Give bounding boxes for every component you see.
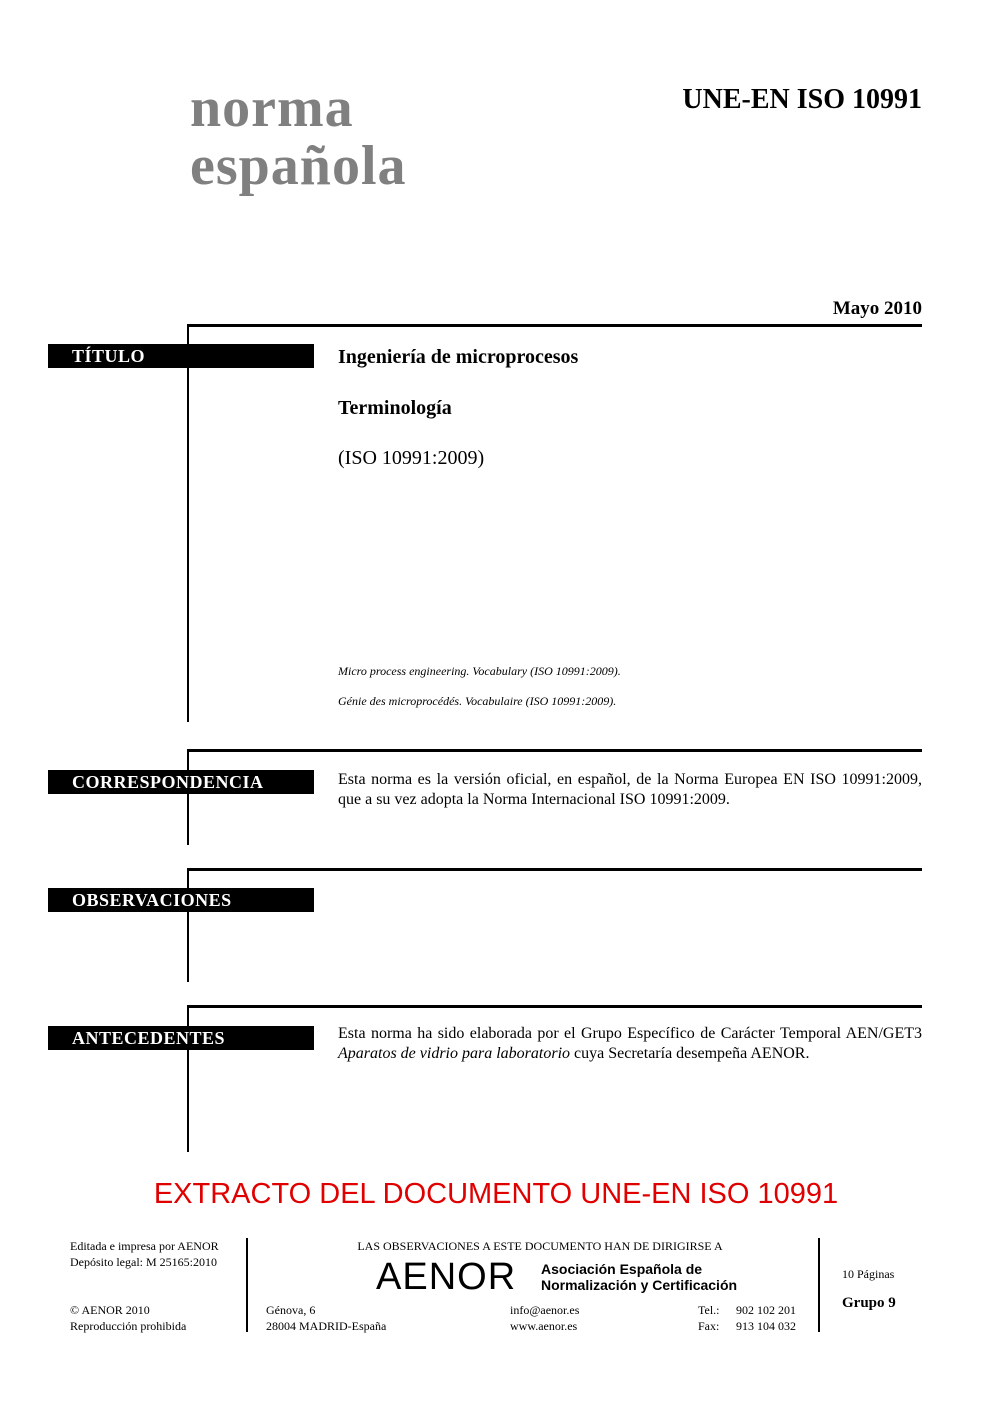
- title-english: Micro process engineering. Vocabulary (ISO 10991:2009).: [338, 664, 621, 678]
- footer-tel: 902 102 201: [736, 1303, 796, 1317]
- document-title: Ingeniería de microprocesos: [338, 346, 579, 368]
- section-divider-observaciones: [187, 868, 189, 982]
- footer-phone-numbers: [736, 1302, 796, 1334]
- footer-email[interactable]: info@aenor.es: [510, 1303, 580, 1317]
- iso-reference: (ISO 10991:2009): [338, 447, 485, 469]
- standard-code: UNE-EN ISO 10991: [682, 84, 922, 115]
- label-correspondencia: CORRESPONDENCIA: [48, 770, 314, 794]
- footer-address: [266, 1302, 386, 1334]
- document-subtitle: Terminología: [338, 397, 452, 419]
- footer-website[interactable]: www.aenor.es: [510, 1319, 578, 1333]
- section-rule-antecedentes: [187, 1005, 922, 1008]
- footer-edition-info: [70, 1238, 219, 1270]
- brand-line-1: norma: [190, 77, 354, 139]
- antecedentes-text: [338, 1024, 922, 1064]
- footer-edited: Editada e impresa por AENOR: [70, 1239, 219, 1253]
- footer-address-street: Génova, 6: [266, 1303, 316, 1317]
- footer-divider-left: [246, 1238, 248, 1332]
- section-divider-titulo: [187, 324, 189, 722]
- section-divider-correspondencia: [187, 749, 189, 845]
- footer-fax: 913 104 032: [736, 1319, 796, 1333]
- aenor-logo-word: AENOR: [376, 1256, 517, 1298]
- footer-legal-deposit: Depósito legal: M 25165:2010: [70, 1255, 217, 1269]
- publication-date: Mayo 2010: [832, 298, 922, 319]
- antecedentes-text-part2: cuya Secretaría desempeña AENOR.: [570, 1045, 810, 1062]
- brand-line-2: española: [190, 135, 407, 197]
- footer-observations-header: LAS OBSERVACIONES A ESTE DOCUMENTO HAN DE DIRIGIRSE A: [357, 1239, 723, 1253]
- aenor-logo: [376, 1256, 736, 1296]
- footer-copyright: © AENOR 2010: [70, 1303, 150, 1317]
- footer-contact-online: [510, 1302, 579, 1334]
- section-rule-titulo: [187, 324, 922, 327]
- footer-fax-label: Fax:: [698, 1319, 720, 1333]
- antecedentes-text-part1: Esta norma ha sido elaborada por el Grupo Específico de Carácter Temporal AEN/GET3: [338, 1025, 922, 1042]
- antecedentes-committee-name: Aparatos de vidrio para laboratorio: [338, 1045, 571, 1062]
- aenor-logo-subtitle-2: Normalización y Certificación: [541, 1277, 738, 1293]
- footer-reproduction: Reproducción prohibida: [70, 1319, 187, 1333]
- brand-title: [190, 77, 407, 197]
- section-rule-observaciones: [187, 868, 922, 871]
- label-titulo: TÍTULO: [48, 344, 314, 368]
- title-french: Génie des microprocédés. Vocabulaire (ISO 10991:2009).: [338, 694, 617, 708]
- footer-phone-labels: [698, 1302, 720, 1334]
- footer-tel-label: Tel.:: [698, 1303, 720, 1317]
- footer-price-group: Grupo 9: [842, 1295, 896, 1311]
- footer-copyright-info: [70, 1302, 186, 1334]
- correspondencia-text: Esta norma es la versión oficial, en español, de la Norma Europea EN ISO 10991:2009, que a su vez adopta la Norma Internacional ISO 10991:2009.: [338, 771, 922, 808]
- footer-page-count: 10 Páginas: [842, 1267, 895, 1281]
- label-antecedentes: ANTECEDENTES: [48, 1026, 314, 1050]
- extract-notice: EXTRACTO DEL DOCUMENTO UNE-EN ISO 10991: [153, 1178, 839, 1210]
- section-rule-correspondencia: [187, 749, 922, 752]
- aenor-logo-subtitle: [541, 1261, 737, 1293]
- footer-address-city: 28004 MADRID-España: [266, 1319, 387, 1333]
- aenor-logo-subtitle-1: Asociación Española de: [541, 1261, 703, 1277]
- label-observaciones: OBSERVACIONES: [48, 888, 314, 912]
